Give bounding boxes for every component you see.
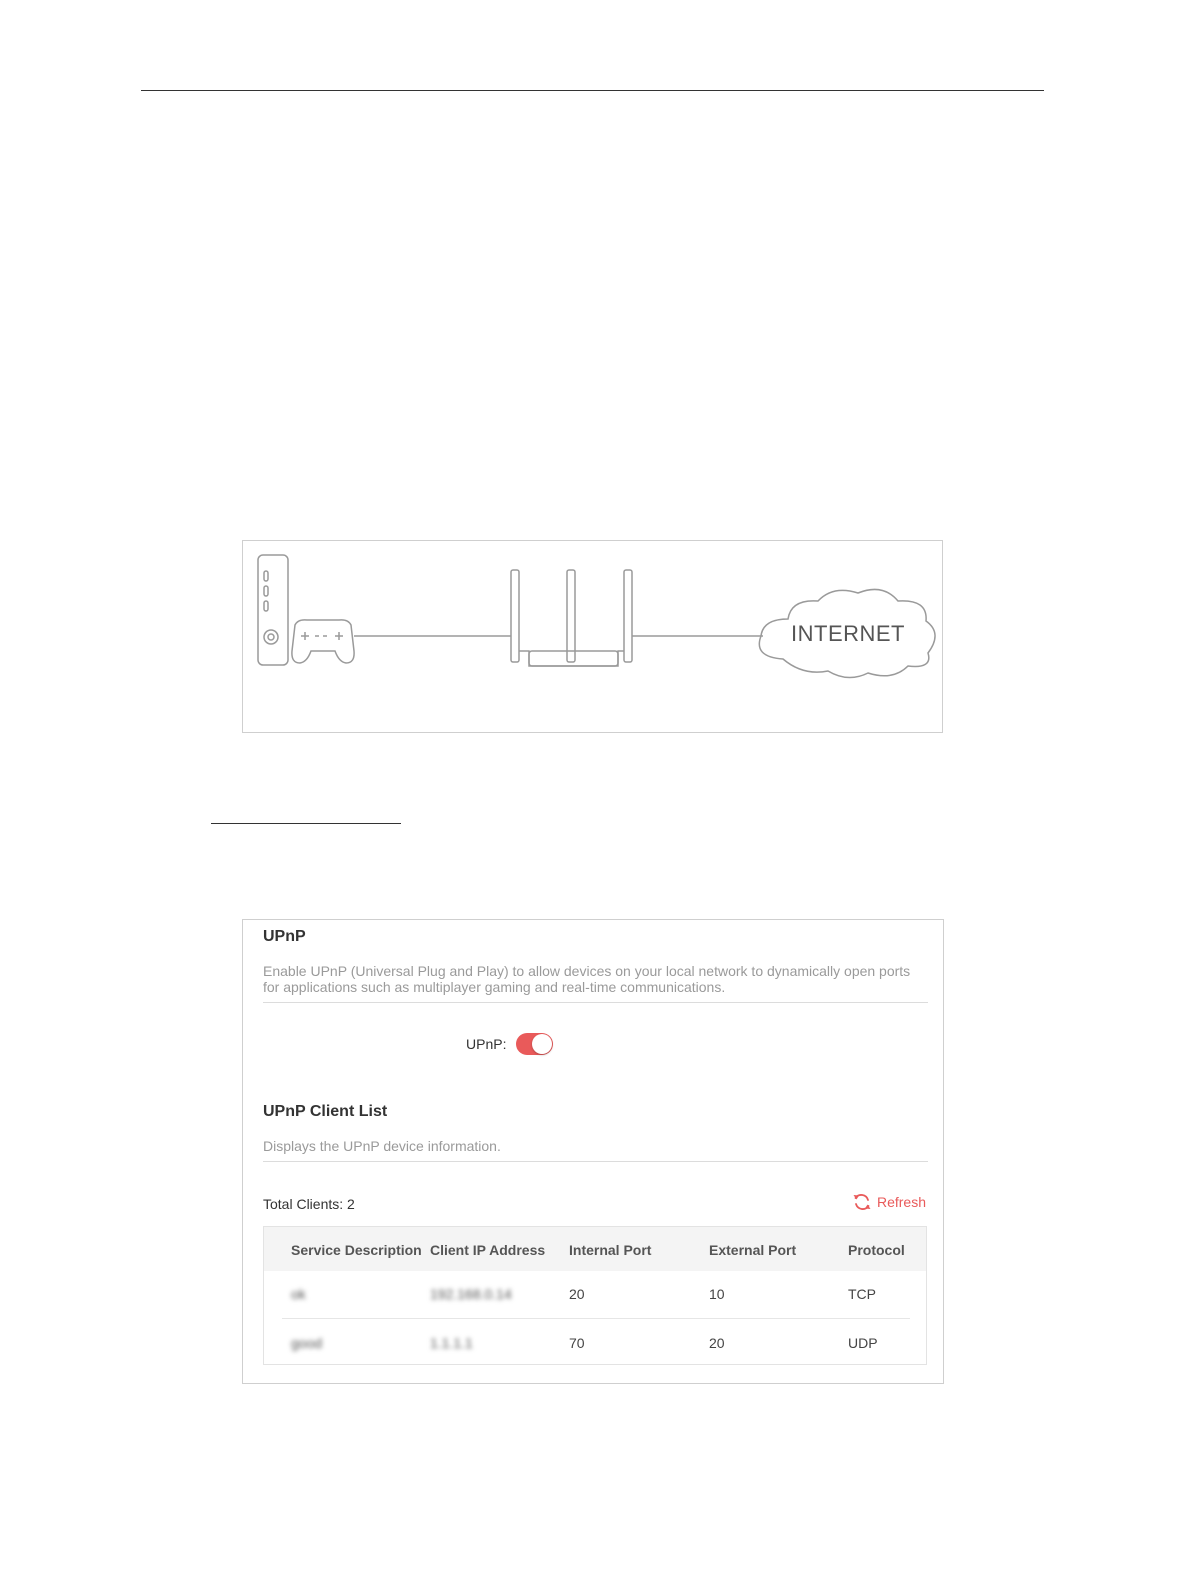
page-header-rule <box>141 90 1044 91</box>
upnp-toggle[interactable] <box>516 1033 553 1055</box>
cell-external-port: 20 <box>709 1335 725 1351</box>
column-header: Service Description <box>291 1242 422 1258</box>
router-icon <box>511 570 632 666</box>
refresh-label: Refresh <box>876 1194 926 1210</box>
toggle-knob <box>532 1034 552 1054</box>
client-list-title: UPnP Client List <box>263 1103 388 1120</box>
game-controller-icon <box>292 620 354 663</box>
divider <box>263 1161 928 1162</box>
refresh-button[interactable] <box>852 1193 926 1211</box>
cell-service: good <box>291 1335 323 1351</box>
table-header <box>264 1227 926 1271</box>
cell-service: ok <box>291 1286 306 1302</box>
column-header: Client IP Address <box>430 1242 546 1258</box>
section-heading-underline <box>211 823 401 824</box>
cell-internal-port: 20 <box>569 1286 585 1302</box>
refresh-icon <box>852 1193 872 1211</box>
cell-ip: 192.168.0.14 <box>430 1286 512 1302</box>
divider <box>263 1002 928 1003</box>
game-console-icon <box>258 555 288 665</box>
client-list-description: Displays the UPnP device information. <box>263 1138 501 1154</box>
upnp-client-table <box>263 1226 927 1365</box>
column-header: External Port <box>709 1242 797 1258</box>
network-diagram <box>242 540 943 733</box>
upnp-title: UPnP <box>263 928 306 945</box>
cell-ip: 1.1.1.1 <box>430 1335 473 1351</box>
upnp-panel <box>242 919 944 1384</box>
cell-external-port: 10 <box>709 1286 725 1302</box>
cell-protocol: TCP <box>848 1286 876 1302</box>
total-clients: Total Clients: 2 <box>263 1196 355 1212</box>
column-header: Internal Port <box>569 1242 652 1258</box>
upnp-description: Enable UPnP (Universal Plug and Play) to allow devices on your local network to dynamically open ports for applications such as multiplayer gaming and real-time communications. <box>263 963 911 995</box>
cell-internal-port: 70 <box>569 1335 585 1351</box>
column-header: Protocol <box>848 1242 905 1258</box>
cell-protocol: UDP <box>848 1335 878 1351</box>
row-divider <box>282 1318 910 1319</box>
internet-label: INTERNET <box>791 621 905 646</box>
upnp-toggle-label: UPnP: <box>466 1036 507 1052</box>
